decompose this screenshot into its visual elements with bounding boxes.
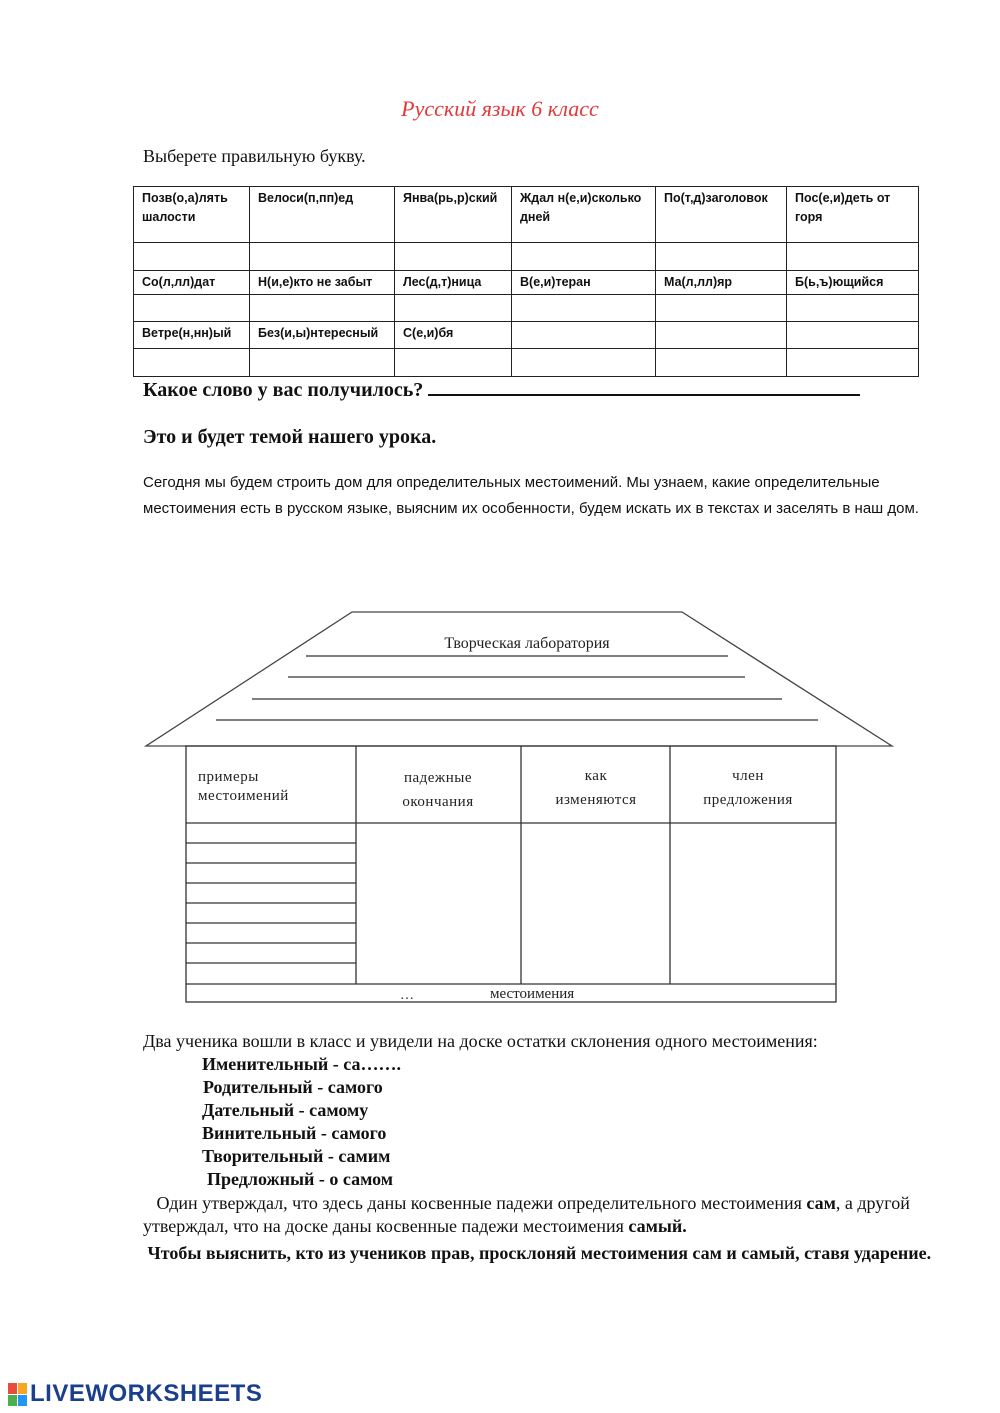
- word-cell: Ма(л,лл)яр: [656, 271, 787, 295]
- word-cell: Ветре(н,нн)ый: [134, 322, 250, 349]
- intro-text: Сегодня мы будем строить дом для определительных местоимений. Мы узнаем, какие определительные местоимения есть в русском языке, выясним их особенности, будем искать их в текстах и заселять в наш дом.: [143, 474, 919, 517]
- case-item: Винительный - самого: [202, 1123, 387, 1143]
- answer-cell[interactable]: [787, 295, 919, 322]
- col-header-member-1: член: [732, 768, 764, 784]
- word-cell: Без(и,ы)нтересный: [250, 322, 395, 349]
- answer-cell[interactable]: [250, 295, 395, 322]
- footer-label: местоимения: [490, 986, 575, 1002]
- word-cell: [656, 322, 787, 349]
- footer-dots: …: [400, 988, 414, 1003]
- word-cell: Янва(рь,р)ский: [395, 187, 512, 243]
- col-header-examples-2: местоимений: [198, 788, 289, 804]
- house-diagram: [140, 606, 900, 1006]
- answer-cell[interactable]: [512, 349, 656, 377]
- liveworksheets-logo: [8, 1380, 262, 1408]
- case-item: Предложный - о самом: [207, 1169, 394, 1189]
- question: Какое слово у вас получилось?: [143, 376, 860, 402]
- word-row: [134, 187, 919, 243]
- word-cell: Б(ь,ъ)ющийся: [787, 271, 919, 295]
- logo-icon: [8, 1383, 27, 1406]
- answer-cell[interactable]: [656, 349, 787, 377]
- col-header-endings-2: окончания: [402, 794, 474, 810]
- col-header-change-2: изменяются: [555, 792, 637, 808]
- word-cell: Пос(е,и)деть от горя: [787, 187, 919, 243]
- story-intro: Два ученика вошли в класс и увидели на доске остатки склонения одного местоимения:: [143, 1031, 818, 1051]
- col-header-change-1: как: [584, 768, 608, 784]
- word-row: [134, 271, 919, 295]
- case-item: Творительный - самим: [202, 1146, 391, 1166]
- house-roof: [146, 612, 892, 746]
- topic-note: Это и будет темой нашего урока.: [143, 426, 437, 448]
- answer-cell[interactable]: [395, 243, 512, 271]
- example-lines[interactable]: [186, 843, 356, 963]
- instruction: Выберете правильную букву.: [143, 146, 366, 166]
- answer-blank[interactable]: [428, 376, 860, 396]
- answer-cell[interactable]: [134, 295, 250, 322]
- answer-row: [134, 295, 919, 322]
- answer-cell[interactable]: [134, 349, 250, 377]
- col-header-examples-1: примеры: [198, 769, 259, 785]
- students-paragraph: Один утверждал, что здесь даны косвенные падежи определительного местоимения сам, а другой утверждал, что на доске даны косвенные падежи местоимения самый.: [143, 1193, 910, 1236]
- answer-cell[interactable]: [512, 295, 656, 322]
- word-table: [133, 186, 919, 377]
- answer-cell[interactable]: [250, 349, 395, 377]
- page-title: Русский язык 6 класс: [401, 96, 599, 121]
- answer-cell[interactable]: [134, 243, 250, 271]
- case-item: Родительный - самого: [203, 1077, 383, 1097]
- word-cell: По(т,д)заголовок: [656, 187, 787, 243]
- case-item: Дательный - самому: [202, 1100, 369, 1120]
- answer-row: [134, 349, 919, 377]
- answer-cell[interactable]: [250, 243, 395, 271]
- col-header-member-2: предложения: [703, 792, 793, 808]
- case-item: Именительный - са…….: [202, 1054, 401, 1074]
- word-cell: Со(л,лл)дат: [134, 271, 250, 295]
- word-cell: [512, 322, 656, 349]
- word-cell: В(е,и)теран: [512, 271, 656, 295]
- answer-cell[interactable]: [787, 243, 919, 271]
- word-cell: Н(и,е)кто не забыт: [250, 271, 395, 295]
- answer-cell[interactable]: [512, 243, 656, 271]
- word-cell: Ждал н(е,и)сколько дней: [512, 187, 656, 243]
- word-cell: [787, 322, 919, 349]
- roof-title: Творческая лаборатория: [444, 635, 610, 652]
- answer-cell[interactable]: [656, 243, 787, 271]
- answer-cell[interactable]: [656, 295, 787, 322]
- task-text: Чтобы выяснить, кто из учеников прав, просклоняй местоимения сам и самый, ставя ударение.: [147, 1243, 932, 1263]
- word-cell: Позв(о,а)лять шалости: [134, 187, 250, 243]
- word-cell: С(е,и)бя: [395, 322, 512, 349]
- answer-cell[interactable]: [787, 349, 919, 377]
- answer-row: [134, 243, 919, 271]
- word-row: [134, 322, 919, 349]
- answer-cell[interactable]: [395, 295, 512, 322]
- word-cell: Лес(д,т)ница: [395, 271, 512, 295]
- logo-text: LIVEWORKSHEETS: [30, 1380, 263, 1407]
- col-header-endings-1: падежные: [403, 770, 473, 786]
- word-cell: Велоси(п,пп)ед: [250, 187, 395, 243]
- answer-cell[interactable]: [395, 349, 512, 377]
